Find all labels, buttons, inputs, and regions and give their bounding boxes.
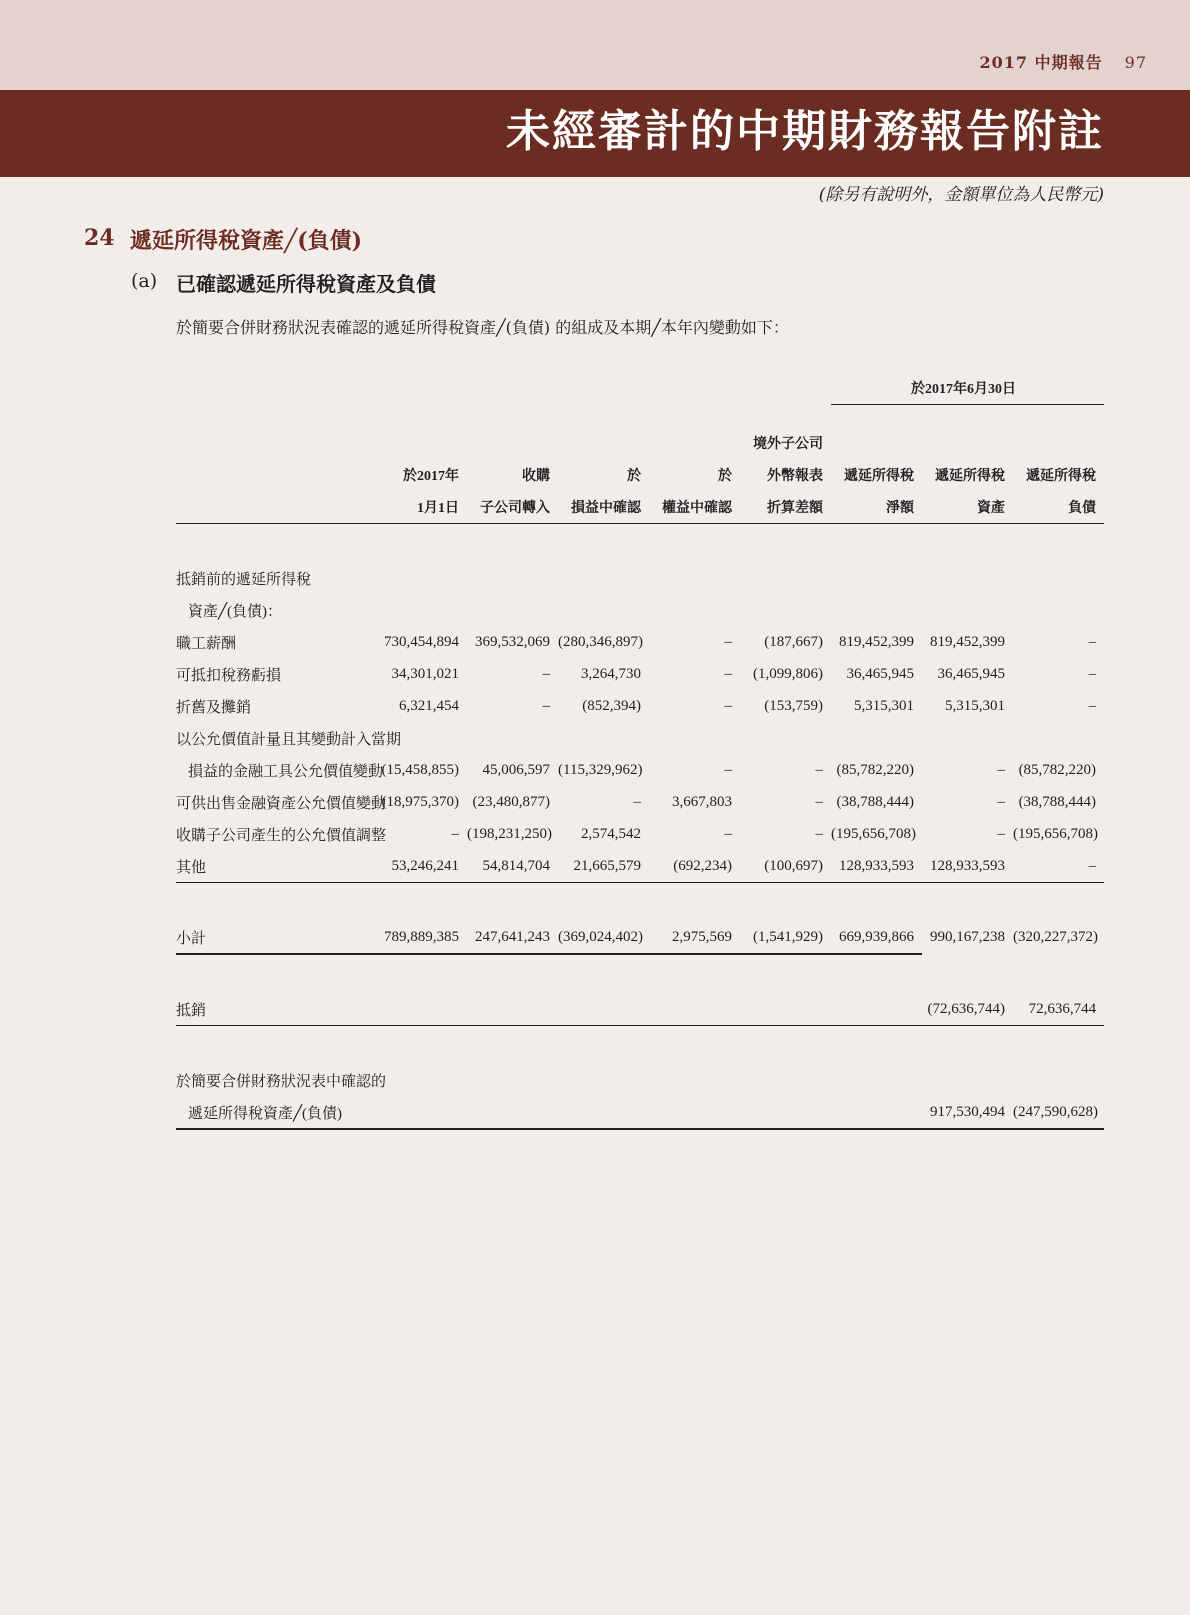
- section-title: 遞延所得稅資產╱(負債): [130, 228, 363, 254]
- offset-row: [176, 993, 1104, 1026]
- cell: –: [633, 793, 641, 810]
- title-band: [0, 90, 1190, 177]
- cell: –: [997, 793, 1006, 810]
- cell: 819,452,399: [930, 633, 1006, 650]
- table-row: [176, 850, 1104, 883]
- cell: –: [724, 633, 732, 650]
- heading-line-2: 資產╱(負債)：: [188, 603, 283, 620]
- final-row-heading: [176, 1064, 1104, 1096]
- subtotal-label: 小計: [176, 921, 376, 954]
- cell: (852,394): [582, 697, 641, 714]
- cell: 3,667,803: [672, 793, 732, 810]
- cell: (18,975,370): [381, 793, 459, 810]
- cell: (369,024,402): [558, 921, 649, 954]
- table-row: [176, 626, 1104, 658]
- table-row: [176, 690, 1104, 722]
- cell: –: [542, 697, 550, 714]
- table-row: [176, 722, 1104, 754]
- row-label: 可供出售金融資產公允價值變動: [176, 795, 387, 812]
- cell: (195,656,708): [1013, 825, 1099, 842]
- cell: (115,329,962): [558, 761, 643, 778]
- cell: –: [724, 665, 732, 682]
- col5-l1: 境外子公司: [753, 437, 824, 452]
- subtotal-row: [176, 921, 1104, 954]
- cell: –: [542, 665, 550, 682]
- cell: (72,636,744): [922, 993, 1013, 1026]
- col6-l2: 遞延所得稅: [844, 469, 915, 484]
- heading-line-1: 抵銷前的遞延所得稅: [176, 571, 312, 588]
- cell: 36,465,945: [937, 665, 1006, 682]
- cell: (100,697): [740, 850, 831, 883]
- header-row-2: [176, 459, 1104, 491]
- col2-l3: 子公司轉入: [467, 491, 558, 524]
- col2-l2: 收購: [522, 469, 550, 484]
- cell: (195,656,708): [831, 825, 917, 842]
- section-number: 24: [84, 225, 115, 251]
- deferred-tax-table-wrap: [176, 372, 1104, 1130]
- cell: –: [451, 825, 459, 842]
- col8-l1: [1013, 427, 1104, 459]
- cell: –: [1088, 633, 1097, 650]
- col1-l1: [376, 427, 467, 459]
- cell: (85,782,220): [836, 761, 915, 778]
- cell: (320,227,372): [1013, 929, 1099, 945]
- cell: (38,788,444): [836, 793, 915, 810]
- final-label-2: 遞延所得稅資產╱(負債): [176, 1096, 376, 1129]
- table-row: [176, 786, 1104, 818]
- cell: 990,167,238: [930, 929, 1006, 945]
- col5-l3: 折算差額: [740, 491, 831, 524]
- col2-l1: [467, 427, 558, 459]
- cell: 34,301,021: [391, 665, 459, 682]
- currency-note: (除另有說明外，金額單位為人民幣元): [818, 185, 1104, 205]
- subsection-id: (a): [131, 270, 158, 292]
- cell: 3,264,730: [581, 665, 641, 682]
- col4-l2: 於: [718, 469, 732, 484]
- cell: –: [724, 761, 732, 778]
- col7-l3: 資產: [922, 491, 1013, 524]
- table-row: [176, 754, 1104, 786]
- cell: 21,665,579: [558, 850, 649, 883]
- cell: 730,454,894: [384, 633, 459, 650]
- cell: –: [1013, 850, 1104, 883]
- col6-l1: [831, 427, 922, 459]
- row-label: 職工薪酬: [176, 635, 237, 652]
- group-header-row: [176, 372, 1104, 405]
- cell: –: [724, 825, 732, 842]
- col6-l3: 淨額: [831, 491, 922, 524]
- deferred-tax-table: [176, 372, 1104, 1130]
- cell: (85,782,220): [1018, 761, 1097, 778]
- cell: 6,321,454: [399, 697, 459, 714]
- header-row-1: [176, 427, 1104, 459]
- cell: 53,246,241: [376, 850, 467, 883]
- cell: –: [724, 697, 732, 714]
- top-band: [0, 0, 1190, 90]
- report-name: 2017 中期報告: [979, 53, 1103, 72]
- cell: 2,975,569: [649, 921, 740, 954]
- cell: (153,759): [764, 697, 824, 714]
- final-label-1: 於簡要合併財務狀況表中確認的: [176, 1073, 387, 1090]
- col3-l3: 損益中確認: [558, 491, 649, 524]
- heading-row: [176, 562, 1104, 594]
- page-number: 97: [1124, 53, 1147, 72]
- subsection-title: 已確認遞延所得稅資產及負債: [176, 272, 436, 296]
- row-label: 折舊及攤銷: [176, 699, 252, 716]
- cell: –: [815, 825, 824, 842]
- col1-l2: 於2017年: [403, 469, 459, 484]
- cell: (692,234): [649, 850, 740, 883]
- cell: 5,315,301: [854, 697, 915, 714]
- intro-text: 於簡要合併財務狀況表確認的遞延所得稅資產╱(負債) 的組成及本期╱本年內變動如下：: [176, 318, 789, 337]
- heading-row: [176, 594, 1104, 626]
- cell: 819,452,399: [839, 633, 915, 650]
- cell: (23,480,877): [472, 793, 550, 810]
- col4-l3: 權益中確認: [649, 491, 740, 524]
- cell: 128,933,593: [831, 850, 922, 883]
- cell: (38,788,444): [1018, 793, 1097, 810]
- final-row: [176, 1096, 1104, 1129]
- cell: (1,541,929): [740, 921, 831, 954]
- row-label: 收購子公司產生的公允價值調整: [176, 827, 387, 844]
- cell: –: [1088, 665, 1097, 682]
- cell: (15,458,855): [381, 761, 459, 778]
- cell: 72,636,744: [1013, 993, 1104, 1026]
- report-label: [980, 50, 1147, 73]
- col8-l3: 負債: [1013, 491, 1104, 524]
- col7-l1: [922, 427, 1013, 459]
- cell: (247,590,628): [1013, 1096, 1104, 1129]
- col3-l2: 於: [627, 469, 641, 484]
- col8-l2: 遞延所得稅: [1026, 469, 1097, 484]
- cell: 128,933,593: [922, 850, 1013, 883]
- cell: 917,530,494: [922, 1096, 1013, 1129]
- col1-l3: 1月1日: [376, 491, 467, 524]
- col5-l2: 外幣報表: [767, 469, 824, 484]
- page-title: 未經審計的中期財務報告附註: [506, 106, 1104, 157]
- col3-l1: [558, 427, 649, 459]
- cell: 247,641,243: [467, 921, 558, 954]
- table-row: [176, 818, 1104, 850]
- cell: 5,315,301: [945, 697, 1006, 714]
- cell: –: [997, 825, 1006, 842]
- cell: 369,532,069: [475, 633, 550, 650]
- cell: 54,814,704: [467, 850, 558, 883]
- cell: 789,889,385: [376, 921, 467, 954]
- cell: 669,939,866: [831, 921, 922, 954]
- cell: (198,231,250): [467, 825, 552, 842]
- col7-l2: 遞延所得稅: [935, 469, 1006, 484]
- cell: –: [997, 761, 1006, 778]
- cell: 36,465,945: [846, 665, 915, 682]
- cell: –: [815, 761, 824, 778]
- cell: (280,346,897): [558, 633, 643, 650]
- cell: –: [1088, 697, 1097, 714]
- row-label: 損益的金融工具公允價值變動: [188, 763, 384, 780]
- row-label: 可抵扣稅務虧損: [176, 667, 282, 684]
- row-label: 以公允價值計量且其變動計入當期: [176, 731, 402, 748]
- row-label: 其他: [176, 850, 376, 883]
- cell: 45,006,597: [482, 761, 550, 778]
- col4-l1: [649, 427, 740, 459]
- cell: (1,099,806): [753, 665, 824, 682]
- cell: (187,667): [764, 633, 824, 650]
- group-header: 於2017年6月30日: [831, 372, 1104, 405]
- offset-label: 抵銷: [176, 993, 376, 1026]
- cell: 2,574,542: [581, 825, 641, 842]
- header-row-3: [176, 491, 1104, 524]
- table-row: [176, 658, 1104, 690]
- cell: –: [815, 793, 824, 810]
